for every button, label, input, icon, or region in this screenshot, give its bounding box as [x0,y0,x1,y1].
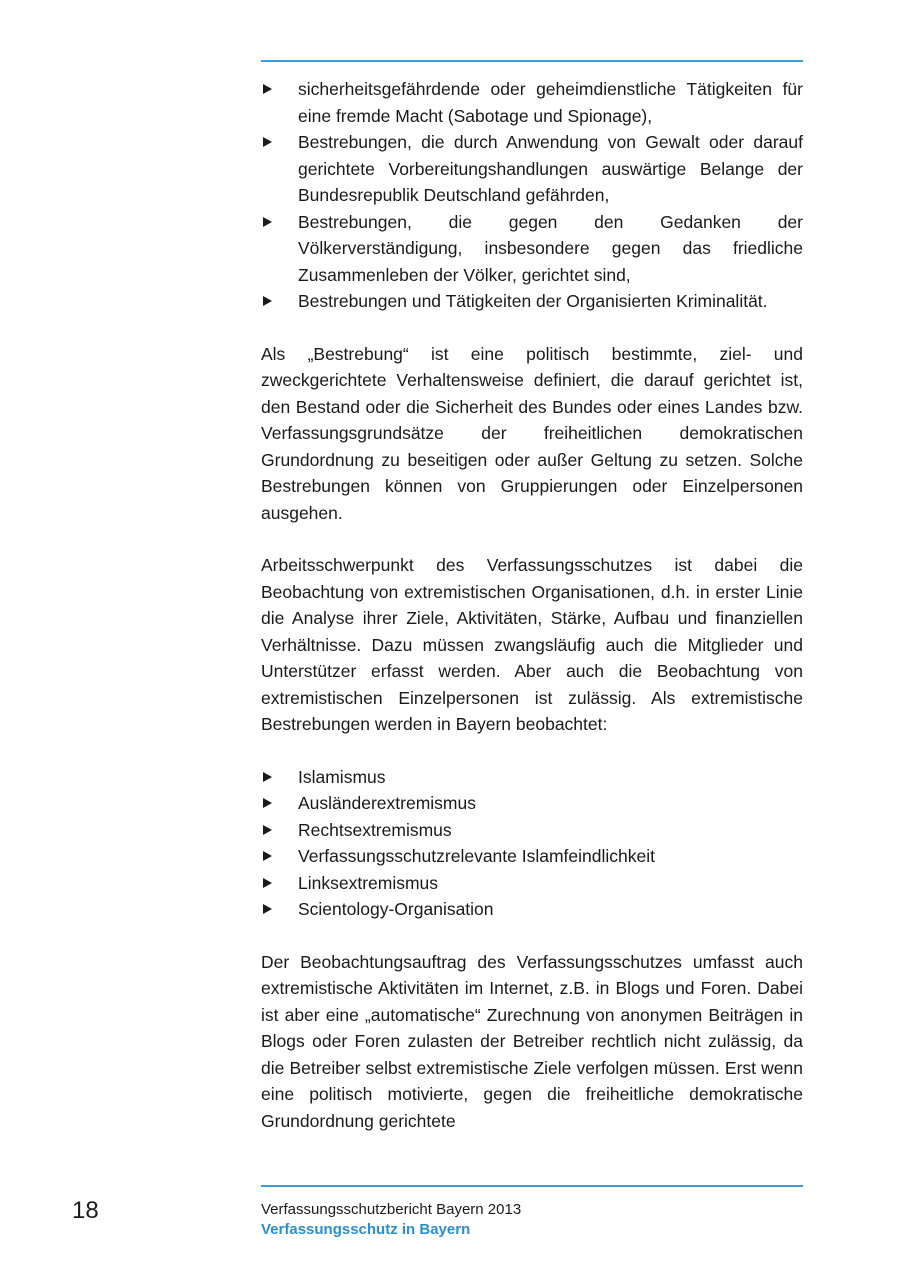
page-number: 18 [72,1197,99,1224]
list-item [261,76,803,129]
footer-subtitle: Verfassungsschutz in Bayern [261,1221,471,1238]
list-item-text: Scientology-Organisation [298,899,494,919]
page-body [261,76,803,1134]
bullet-list-observed [261,764,803,923]
bullet-triangle-icon [263,772,272,782]
footer-title: Verfassungsschutzbericht Bayern 2013 [261,1201,522,1218]
list-item [261,129,803,209]
list-item-text: Rechtsextremismus [298,819,452,840]
bullet-triangle-icon [263,296,272,306]
list-item-text: sicherheitsgefährdende oder geheimdienstliche Tätigkeiten für eine fremde Macht (Sabotage und Spionage), [298,79,803,126]
list-item [261,896,803,923]
list-item [261,764,803,791]
bullet-triangle-icon [263,825,272,835]
paragraph-internet-beobachtung: Der Beobachtungsauftrag des Verfassungsschutzes umfasst auch extremistische Aktivitäten im Internet, z.B. in Blogs und Foren. Dabei ist aber eine „automatische“ Zurechnung von anonymen Beiträgen in Blogs oder Foren zulasten der Betreiber rechtlich nicht zulässig, da die Betreiber selbst extremistische Ziele verfolgen müssen. Erst wenn eine politisch motivierte, gegen die freiheitliche demokratische Grundordnung gerichtete [261,951,803,1131]
top-divider [261,60,803,62]
list-item-text: Ausländerextremismus [298,793,476,813]
bottom-divider [261,1185,803,1187]
bullet-triangle-icon [263,904,272,914]
paragraph-bestrebung-definition: Als „Bestrebung“ ist eine politisch bestimmte, ziel- und zweckgerichtete Verhaltensweise definiert, die darauf gerichtet ist, den Bestand oder die Sicherheit des Bundes oder eines Landes bzw. Verfassungsgrundsätze der freiheitlichen demokratischen Grundordnung zu beseitigen oder außer Geltung zu setzen. Solche Bestrebungen können von Gruppierungen oder Einzelpersonen ausgehen. [261,343,803,523]
bullet-triangle-icon [263,851,272,861]
list-item-text: Bestrebungen und Tätigkeiten der Organisierten Kriminalität. [298,291,768,311]
list-item [261,870,803,897]
list-item-text: Linksextremismus [298,872,439,893]
bullet-triangle-icon [263,84,272,94]
bullet-triangle-icon [263,217,272,227]
footer [261,1200,521,1240]
list-item [261,790,803,817]
list-item [261,817,803,844]
list-item [261,843,803,870]
list-item [261,288,803,315]
bullet-triangle-icon [263,878,272,888]
paragraph-arbeitsschwerpunkt: Arbeitsschwerpunkt des Verfassungsschutzes ist dabei die Beobachtung von extremistischen Organisationen, d.h. in erster Linie die Analyse ihrer Ziele, Aktivitäten, Stärke, Aufbau und finanziellen Verhältnisse. Dazu müssen zwangsläufig auch die Mitglieder und Unterstützer erfasst werden. Aber auch die Beobachtung von extremistischen Einzelpersonen ist zulässig. Als extremistische Bestrebungen werden in Bayern beobachtet: [261,555,803,734]
list-item-text: Bestrebungen, die gegen den Gedanken der Völkerverständigung, insbesondere gegen das friedliche Zusammenleben der Völker, gerichtet sind, [298,211,803,285]
bullet-list-activities [261,76,803,315]
bullet-triangle-icon [263,798,272,808]
bullet-triangle-icon [263,137,272,147]
list-item-text: Islamismus [298,766,386,787]
list-item-text: Verfassungsschutzrelevante Islamfeindlichkeit [298,846,655,866]
list-item [261,209,803,289]
list-item-text: Bestrebungen, die durch Anwendung von Gewalt oder darauf gerichtete Vorbereitungshandlungen auswärtige Belange der Bundesrepublik Deutschland gefährden, [298,132,803,205]
